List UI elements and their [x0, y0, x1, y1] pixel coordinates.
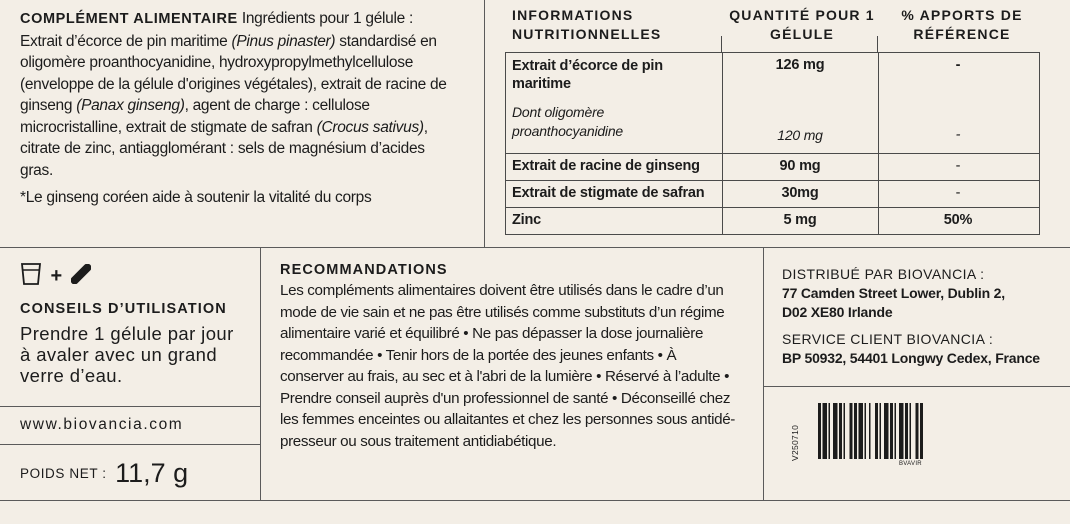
usage-divider — [260, 247, 261, 500]
usage-text: Prendre 1 gélule par jour à avaler avec un grand verre d’eau. — [20, 323, 234, 386]
barcode-bar — [920, 403, 923, 459]
header-divider-1 — [721, 36, 722, 52]
row-name: Extrait de racine de ginseng — [512, 158, 700, 174]
barcode-bar — [859, 403, 864, 459]
barcode-sub: BVAVIR — [899, 461, 922, 467]
barcode-bar — [884, 403, 889, 459]
barcode-bar — [854, 403, 857, 459]
net-weight — [20, 458, 188, 489]
barcode-bar — [839, 403, 842, 459]
website-top-line — [0, 406, 260, 407]
service-address: BP 50932, 54401 Longwy Cedex, France — [782, 350, 1040, 366]
distributor-block — [782, 265, 1052, 368]
row-ref: - — [955, 127, 961, 143]
row-name: Zinc — [512, 212, 542, 228]
barcode-bar — [899, 403, 904, 459]
barcode — [790, 403, 966, 489]
row-ref: - — [955, 158, 961, 174]
top-column-divider — [484, 0, 485, 247]
net-weight-value: 11,7 g — [115, 458, 189, 488]
ginseng-note: *Le ginseng coréen aide à soutenir la vitalité du corps — [20, 189, 372, 206]
barcode-code: V250710 — [790, 424, 800, 461]
barcode-bar — [910, 403, 912, 459]
capsule-icon — [71, 264, 91, 289]
barcode-bar — [829, 403, 831, 459]
row-name: Extrait d’écorce de pin maritime — [512, 58, 663, 92]
service-label: SERVICE CLIENT BIOVANCIA : — [782, 331, 994, 347]
distributor-address: 77 Camden Street Lower, Dublin 2, D02 XE80 Irlande — [782, 285, 1005, 320]
header-reference: % APPORTS DE RÉFÉRENCE — [901, 7, 1023, 42]
glass-icon — [20, 262, 42, 291]
barcode-bar — [844, 403, 846, 459]
ingredients-block — [20, 8, 460, 209]
barcode-bar — [869, 403, 871, 459]
ingredients-intro: Ingrédients pour 1 gélule : — [241, 10, 413, 27]
distributor-label: DISTRIBUÉ PAR BIOVANCIA : — [782, 266, 985, 282]
table-row — [506, 53, 1039, 154]
barcode-bar — [916, 403, 919, 459]
table-row — [506, 181, 1039, 208]
barcode-bar — [818, 403, 821, 459]
barcode-bar — [890, 403, 893, 459]
row-name: Extrait de stigmate de safran — [512, 185, 705, 201]
row-qty: 5 mg — [783, 212, 817, 228]
barcode-bar — [895, 403, 897, 459]
row-name: Dont oligomère proanthocyanidine — [512, 104, 624, 139]
barcode-bar — [850, 403, 853, 459]
table-row — [506, 208, 1039, 234]
barcode-bars — [818, 403, 978, 459]
barcode-bar — [905, 403, 908, 459]
plus-icon: + — [50, 265, 63, 287]
row-qty: 126 mg — [775, 57, 825, 73]
nutrition-table-body — [505, 52, 1040, 235]
recommendations-block — [280, 262, 740, 452]
row-qty: 90 mg — [779, 158, 821, 174]
row-ref: 50% — [943, 212, 973, 228]
row-qty: 30mg — [781, 185, 819, 201]
row-ref: - — [955, 185, 961, 201]
table-row — [506, 154, 1039, 181]
ingredients-heading: COMPLÉMENT ALIMENTAIRE — [20, 11, 238, 27]
header-quantity: QUANTITÉ POUR 1 GÉLULE — [729, 7, 875, 42]
barcode-bar — [823, 403, 828, 459]
usage-icons — [20, 262, 245, 291]
net-weight-label: POIDS NET : — [20, 466, 107, 481]
website-link[interactable]: www.biovancia.com — [20, 416, 184, 433]
barcode-bar — [865, 403, 867, 459]
ingredients-list: Extrait d’écorce de pin maritime (Pinus pinaster) standardisé en oligomère proanthocyanidine, hydroxypropylmethylcellulose (enveloppe de la gélule d'origines végétales), extrait de racine de ginseng (Panax ginseng), agent de charge : cellulose microcristalline, extrait de stigmate de safran (Crocus sativus), citrate de zinc, antiagglomérant : sels de magnésium d’acides gras. — [20, 32, 447, 179]
distributor-divider — [763, 247, 764, 500]
barcode-bar — [875, 403, 878, 459]
header-nutritional-info: INFORMATIONS NUTRITIONNELLES — [512, 7, 662, 42]
barcode-bar — [880, 403, 882, 459]
website-bottom-line — [0, 444, 260, 445]
barcode-bar — [833, 403, 838, 459]
horizontal-divider — [0, 247, 1070, 248]
usage-block — [20, 262, 245, 386]
bottom-line — [0, 500, 1070, 501]
recommendations-text: Les compléments alimentaires doivent être utilisés dans le cadre d’un mode de vie sain et ne pas être utilisés comme substituts d’un régime alimentaire varié et équilibré • Ne pas dépasser la dose journalière recommandée • Tenir hors de la portée des jeunes enfants • À conserver au frais, au sec et à l'abri de la lumière • Réservé à l’adulte • Prendre conseil auprès d'un professionnel de santé • Déconseillé chez les femmes enceintes ou allaitantes et chez les personnes sous antidé-presseur ou sous traitement antidiabétique. — [280, 282, 736, 450]
header-divider-2 — [877, 36, 878, 52]
recommendations-title: RECOMMANDATIONS — [280, 262, 448, 278]
usage-title: CONSEILS D’UTILISATION — [20, 301, 227, 317]
row-ref: - — [955, 57, 961, 73]
distributor-barcode-line — [763, 386, 1070, 387]
row-qty: 120 mg — [777, 127, 823, 143]
